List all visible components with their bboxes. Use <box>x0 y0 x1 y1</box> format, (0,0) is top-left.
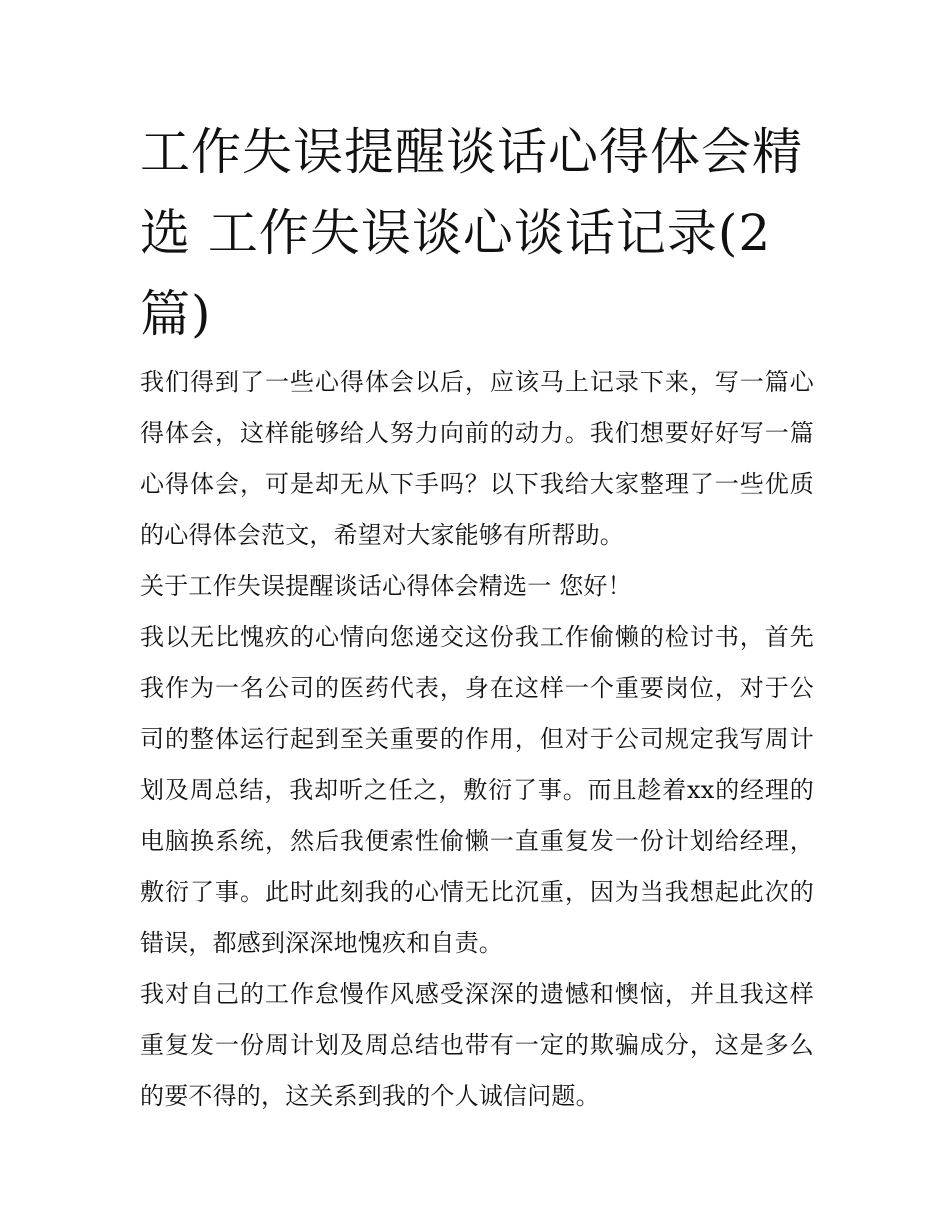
body-paragraph: 我以无比愧疚的心情向您递交这份我工作偷懒的检讨书，首先我作为一名公司的医药代表，身在这样一个重要岗位，对于公司的整体运行起到至关重要的作用，但对于公司规定我写周计划及周总结，我却听之任之，敷衍了事。而且趁着xx的经理的电脑换系统，然后我便索性偷懒一直重复发一份计划给经理，敷衍了事。此时此刻我的心情无比沉重，因为当我想起此次的错误，都感到深深地愧疚和自责。 <box>140 623 814 957</box>
document-title: 工作失误提醒谈话心得体会精选 工作失误谈心谈话记录(2篇) <box>140 123 803 343</box>
section-heading-paragraph: 关于工作失误提醒谈话心得体会精选一 您好！ <box>140 572 632 600</box>
document-body <box>140 357 814 1122</box>
intro-paragraph: 我们得到了一些心得体会以后，应该马上记录下来，写一篇心得体会，这样能够给人努力向前的动力。我们想要好好写一篇心得体会，可是却无从下手吗？以下我给大家整理了一些优质的心得体会范文，希望对大家能够有所帮助。 <box>140 368 814 549</box>
body-paragraph: 我对自己的工作怠慢作风感受深深的遗憾和懊恼，并且我这样重复发一份周计划及周总结也带有一定的欺骗成分，这是多么的要不得的，这关系到我的个人诚信问题。 <box>140 980 814 1110</box>
